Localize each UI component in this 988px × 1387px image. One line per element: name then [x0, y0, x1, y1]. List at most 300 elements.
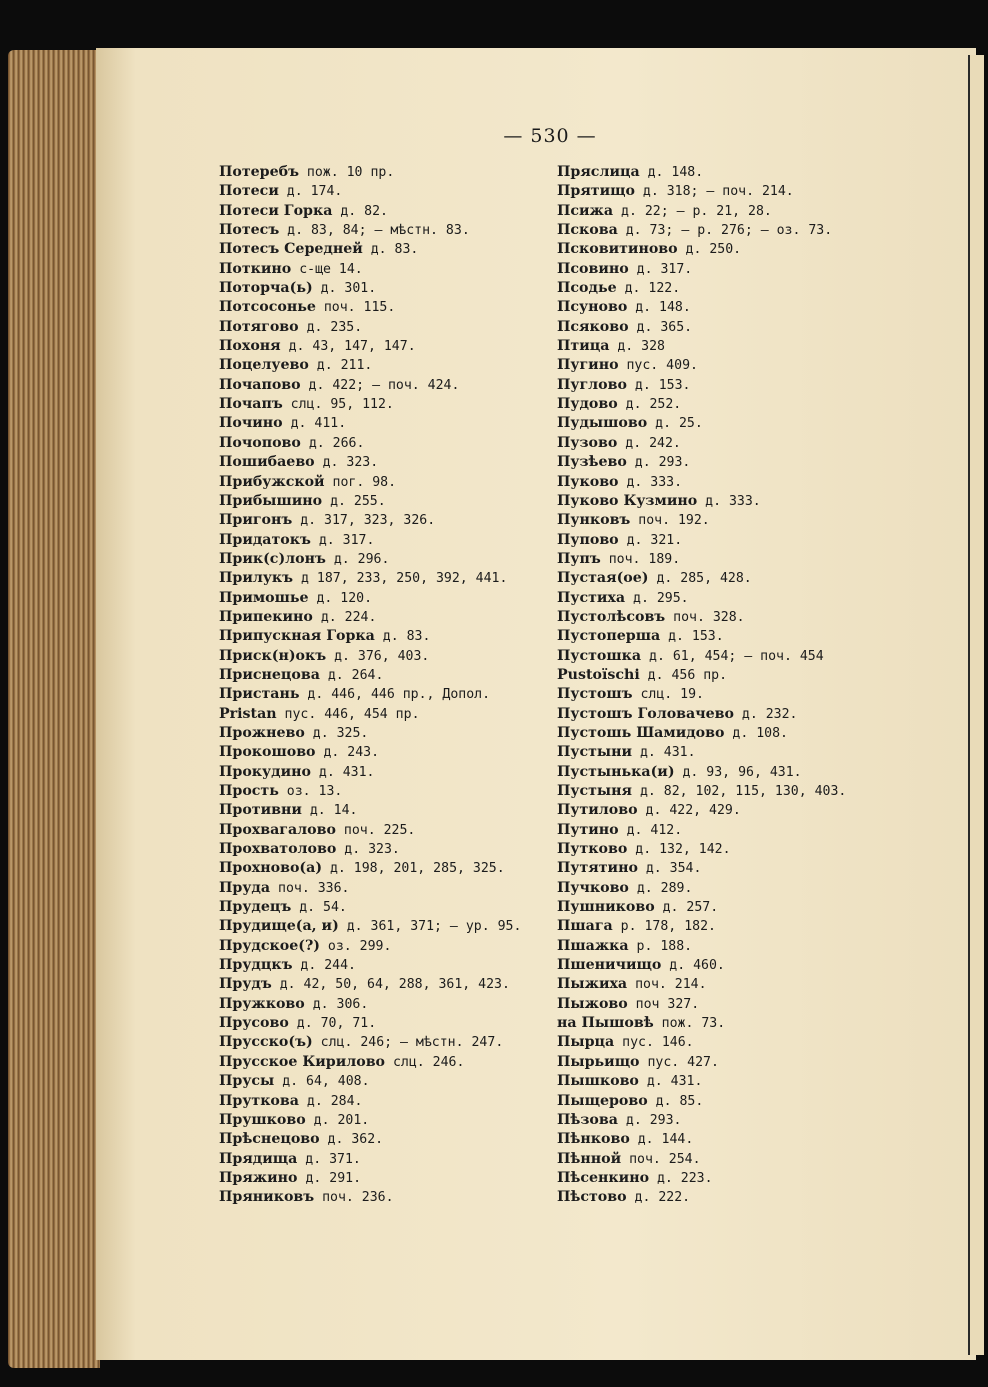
entry-reference: д. 354.	[637, 861, 702, 877]
entry-reference: д. 243.	[315, 745, 380, 761]
entry-word: Пошибаево	[219, 454, 315, 471]
index-entry	[557, 511, 846, 530]
index-entry	[557, 1033, 846, 1052]
entry-word: Пустыни	[557, 744, 633, 761]
index-entry	[557, 1188, 846, 1207]
entry-word: Пудово	[557, 396, 618, 413]
entry-reference: д. 293.	[626, 455, 691, 471]
index-entry	[219, 1014, 521, 1033]
entry-word: Поторча(ь)	[219, 280, 313, 297]
entry-word: Почино	[219, 415, 283, 432]
entry-reference: слц. 246; — мѣстн. 247.	[312, 1035, 504, 1051]
index-entry	[557, 376, 846, 395]
index-entry	[557, 492, 846, 511]
index-entry	[219, 356, 521, 375]
entry-reference: д. 122.	[616, 281, 681, 297]
entry-reference: поч. 189.	[600, 551, 681, 567]
entry-reference: д. 82, 102, 115, 130, 403.	[632, 784, 847, 799]
entry-word: Пуково Кузмино	[557, 492, 698, 509]
entry-word: Пырца	[557, 1034, 615, 1051]
index-entry	[219, 840, 521, 859]
entry-reference: р. 178, 182.	[612, 919, 716, 935]
entry-reference: д. 321.	[618, 532, 683, 548]
index-entry	[219, 627, 521, 646]
entry-reference: д. 318; — поч. 214.	[634, 184, 794, 200]
entry-word: Пустая(ое)	[557, 570, 649, 587]
index-entry	[219, 647, 521, 666]
entry-word: Прядища	[219, 1150, 298, 1167]
index-entry	[557, 279, 846, 298]
entry-reference: д. 235.	[298, 319, 363, 335]
entry-reference: пож. 73.	[653, 1016, 726, 1032]
entry-reference: поч. 254.	[621, 1151, 701, 1167]
index-entry	[219, 666, 521, 685]
entry-reference: д. 446, 446 пр., Допол.	[299, 687, 491, 703]
index-entry	[557, 608, 846, 627]
entry-word: Пучково	[557, 879, 629, 896]
entry-word: Приск(н)окъ	[219, 647, 327, 664]
entry-word: Прожнево	[219, 724, 305, 741]
index-entry	[557, 801, 846, 820]
entry-word: Потесъ	[219, 222, 280, 239]
entry-word: Псижа	[557, 202, 614, 219]
entry-word: Пупово	[557, 531, 619, 548]
entry-word: Почапъ	[219, 396, 283, 413]
entry-reference: д. 108.	[724, 725, 788, 741]
entry-word: Прѣснецово	[219, 1131, 320, 1148]
entry-word: Псковитиново	[557, 241, 678, 258]
entry-word: Пружково	[219, 995, 305, 1012]
entry-reference: д. 201.	[305, 1112, 370, 1128]
entry-word: Прибышино	[219, 492, 323, 509]
entry-word: Пряжино	[219, 1169, 298, 1186]
entry-reference: оз. 13.	[278, 784, 343, 799]
entry-reference: д. 460.	[661, 958, 725, 974]
entry-reference: д. 317.	[310, 532, 375, 548]
entry-reference: д. 83, 84; — мѣстн. 83.	[279, 223, 470, 239]
entry-reference: д. 333.	[697, 493, 761, 509]
index-entry	[219, 376, 521, 395]
entry-reference: пус. 146.	[614, 1035, 694, 1051]
index-entry	[557, 743, 846, 762]
entry-word: Пуглово	[557, 376, 627, 393]
entry-word: Пустошъ Головачево	[557, 705, 734, 722]
entry-reference: пус. 446, 454 пр.	[276, 706, 420, 722]
entry-reference: д. 301.	[312, 281, 377, 297]
index-entry	[557, 434, 846, 453]
entry-word: Потеребъ	[219, 164, 299, 180]
entry-word: Противни	[219, 802, 302, 819]
entry-word: Пруда	[219, 879, 271, 896]
index-entry	[557, 260, 846, 279]
entry-word: Прятищо	[557, 183, 635, 200]
entry-word: Пуково	[557, 473, 619, 490]
entry-word: на Пышовѣ	[557, 1015, 654, 1032]
index-entry	[219, 1130, 521, 1149]
index-entry	[219, 937, 521, 956]
entry-reference: д. 325.	[304, 725, 369, 741]
entry-word: Потеси Горка	[219, 202, 333, 219]
entry-reference: д. 244.	[292, 958, 356, 974]
entry-word: Прудское(?)	[219, 937, 320, 954]
index-entry	[219, 743, 521, 762]
entry-reference: д. 232.	[733, 706, 798, 722]
index-entry	[557, 859, 846, 878]
entry-reference: д. 361, 371; — ур. 95.	[338, 919, 522, 935]
entry-word: Пыжиха	[557, 976, 628, 993]
entry-word: Пристань	[219, 686, 300, 703]
entry-reference: д. 264.	[319, 667, 384, 683]
index-entry	[219, 589, 521, 608]
entry-word: Пригонъ	[219, 512, 293, 529]
entry-word: Пустоперша	[557, 628, 661, 645]
index-entry	[219, 414, 521, 433]
index-entry	[557, 975, 846, 994]
entry-reference: д. 411.	[282, 416, 347, 432]
entry-word: Потесъ Середней	[219, 241, 363, 258]
index-entry	[557, 879, 846, 898]
index-entry	[219, 1053, 521, 1072]
entry-reference: д. 73; — р. 276; — оз. 73.	[617, 223, 833, 239]
entry-reference: р. 188.	[628, 938, 693, 954]
entry-word: Прудъ	[219, 976, 272, 993]
entry-word: Пшажка	[557, 937, 629, 954]
index-entry	[219, 569, 521, 588]
index-entry	[219, 879, 521, 898]
entry-word: Поцелуево	[219, 357, 309, 374]
entry-reference: д. 431.	[310, 764, 375, 780]
index-entry	[219, 801, 521, 820]
index-entry	[557, 898, 846, 917]
entry-word: Пузово	[557, 434, 618, 451]
index-entry	[557, 917, 846, 936]
entry-reference: д. 148.	[639, 165, 704, 180]
index-entry	[219, 685, 521, 704]
index-entry	[219, 279, 521, 298]
index-entry	[557, 414, 846, 433]
entry-word: Прушково	[219, 1111, 306, 1128]
entry-reference: д. 252.	[617, 397, 682, 413]
entry-reference: слц. 246.	[385, 1054, 465, 1070]
index-entry	[557, 956, 846, 975]
entry-reference: д. 365.	[628, 319, 693, 335]
entry-reference: поч. 214.	[627, 977, 707, 993]
entry-reference: д. 289.	[628, 880, 693, 896]
entry-word: Прокудино	[219, 763, 311, 780]
entry-word: Приснецова	[219, 666, 320, 683]
entry-reference: поч. 225.	[335, 822, 416, 838]
index-entry	[219, 453, 521, 472]
index-entry	[557, 995, 846, 1014]
index-column-right	[557, 163, 846, 1208]
index-entry	[219, 531, 521, 550]
entry-word: Прохвагалово	[219, 821, 336, 838]
entry-reference: д. 132, 142.	[627, 842, 731, 858]
entry-reference: д. 64, 408.	[274, 1074, 370, 1090]
entry-reference: д. 93, 96, 431.	[674, 764, 802, 780]
index-entry	[219, 395, 521, 414]
index-entry	[557, 221, 846, 240]
entry-reference: д. 148.	[627, 300, 691, 316]
index-entry	[557, 724, 846, 743]
entry-reference: д. 376, 403.	[326, 648, 430, 664]
entry-reference: д. 323.	[314, 455, 379, 471]
entry-word: Пунковъ	[557, 512, 631, 529]
index-entry	[219, 898, 521, 917]
entry-word: Прусы	[219, 1073, 275, 1090]
entry-reference: д. 296.	[325, 551, 390, 567]
entry-word: Потеси	[219, 183, 279, 200]
entry-word: Прусово	[219, 1015, 289, 1032]
index-entry	[219, 821, 521, 840]
entry-reference: пус. 427.	[639, 1054, 719, 1070]
entry-word: Примошье	[219, 589, 309, 606]
entry-reference: д. 431.	[638, 1074, 703, 1090]
entry-word: Почопово	[219, 434, 301, 451]
entry-reference: д. 328	[609, 339, 665, 355]
entry-word: Pristan	[219, 705, 277, 722]
entry-reference: д. 222.	[626, 1190, 691, 1206]
entry-word: Пѣзова	[557, 1111, 618, 1128]
entry-word: Пскова	[557, 222, 618, 239]
index-entry	[219, 1033, 521, 1052]
index-entry	[557, 647, 846, 666]
index-entry	[557, 1130, 846, 1149]
entry-word: Прудцкъ	[219, 957, 293, 974]
entry-reference: д. 224.	[312, 609, 377, 625]
index-entry	[219, 1150, 521, 1169]
entry-reference: слц. 95, 112.	[282, 397, 394, 413]
index-entry	[219, 260, 521, 279]
entry-word: Пшеничищо	[557, 957, 662, 974]
index-entry	[219, 550, 521, 569]
next-page-edge	[968, 55, 984, 1355]
entry-reference: д. 412.	[618, 822, 683, 838]
entry-reference: д. 61, 454; — поч. 454	[641, 648, 824, 664]
entry-word: Пруткова	[219, 1092, 299, 1109]
entry-word: Почапово	[219, 376, 301, 393]
index-entry	[219, 473, 521, 492]
entry-word: Псовино	[557, 260, 629, 277]
entry-word: Пудышово	[557, 415, 648, 432]
entry-reference: д. 295.	[625, 590, 689, 606]
index-entry	[557, 163, 846, 182]
index-entry	[557, 473, 846, 492]
entry-reference: пог. 98.	[324, 474, 397, 490]
entry-reference: д. 333.	[618, 474, 683, 490]
index-entry	[557, 1072, 846, 1091]
entry-reference: д. 257.	[654, 900, 719, 916]
entry-reference: д. 317, 323, 326.	[292, 513, 436, 529]
entry-word: Пряслица	[557, 164, 640, 180]
index-entry	[557, 240, 846, 259]
entry-word: Птица	[557, 338, 610, 355]
entry-reference: д. 54.	[291, 900, 347, 916]
entry-word: Пузѣево	[557, 454, 627, 471]
entry-reference: д. 83.	[362, 242, 419, 258]
index-entry	[219, 608, 521, 627]
entry-word: Потягово	[219, 318, 299, 335]
entry-reference: д. 362.	[319, 1132, 384, 1148]
index-entry	[557, 1053, 846, 1072]
index-entry	[557, 937, 846, 956]
entry-word: Пустолѣсовъ	[557, 608, 666, 625]
entry-reference: д. 323.	[336, 842, 400, 858]
index-entry	[557, 705, 846, 724]
index-entry	[557, 202, 846, 221]
index-entry	[557, 685, 846, 704]
index-entry	[219, 1092, 521, 1111]
index-entry	[219, 782, 521, 801]
index-entry	[557, 666, 846, 685]
index-entry	[219, 724, 521, 743]
index-entry	[219, 1072, 521, 1091]
index-entry	[219, 298, 521, 317]
index-entry	[557, 395, 846, 414]
entry-reference: д. 120.	[308, 590, 373, 606]
entry-word: Пыщерово	[557, 1092, 648, 1109]
index-entry	[219, 1169, 521, 1188]
entry-word: Псяково	[557, 318, 629, 335]
entry-reference: д. 144.	[629, 1132, 694, 1148]
entry-word: Придатокъ	[219, 531, 311, 548]
entry-reference: д. 211.	[308, 358, 373, 374]
index-entry	[219, 1111, 521, 1130]
index-entry	[219, 318, 521, 337]
index-entry	[557, 550, 846, 569]
index-entry	[219, 763, 521, 782]
index-entry	[219, 511, 521, 530]
index-entry	[219, 995, 521, 1014]
entry-word: Путино	[557, 821, 619, 838]
entry-reference: поч 327.	[627, 996, 700, 1012]
index-entry	[219, 163, 521, 182]
index-entry	[219, 917, 521, 936]
index-entry	[557, 840, 846, 859]
entry-reference: д. 456 пр.	[639, 667, 728, 683]
entry-word: Путково	[557, 841, 628, 858]
entry-reference: д. 85.	[647, 1093, 704, 1109]
entry-word: Похоня	[219, 338, 281, 355]
index-entry	[557, 627, 846, 646]
entry-reference: д. 198, 201, 285, 325.	[322, 861, 505, 877]
entry-word: Пушниково	[557, 899, 655, 916]
index-entry	[219, 337, 521, 356]
index-entry	[219, 859, 521, 878]
entry-reference: д. 284.	[298, 1093, 363, 1109]
index-entry	[557, 1111, 846, 1130]
index-entry	[219, 202, 521, 221]
entry-reference: д. 153.	[626, 377, 691, 393]
entry-word: Пышково	[557, 1073, 639, 1090]
entry-word: Пшага	[557, 918, 613, 935]
entry-reference: с-ще 14.	[291, 261, 363, 277]
entry-reference: поч. 115.	[315, 300, 396, 316]
index-entry	[557, 453, 846, 472]
entry-word: Прибужской	[219, 473, 325, 490]
entry-reference: д. 42, 50, 64, 288, 361, 423.	[271, 977, 510, 993]
book-page-edges	[8, 50, 100, 1368]
entry-reference: поч. 336.	[270, 880, 350, 896]
entry-word: Пустошка	[557, 647, 642, 664]
entry-word: Путилово	[557, 802, 638, 819]
entry-word: Прудище(а, и)	[219, 918, 339, 935]
index-entry	[219, 1188, 521, 1207]
index-entry	[219, 240, 521, 259]
entry-word: Пыжово	[557, 995, 628, 1012]
entry-word: Прость	[219, 783, 279, 799]
entry-word: Припускная Горка	[219, 628, 375, 645]
entry-reference: д. 14.	[301, 803, 358, 819]
entry-reference: поч. 236.	[314, 1190, 394, 1206]
entry-reference: д. 293.	[617, 1112, 682, 1128]
index-entry	[557, 531, 846, 550]
index-entry	[557, 1014, 846, 1033]
entry-word: Прик(с)лонъ	[219, 550, 326, 567]
entry-reference: поч. 328.	[665, 609, 745, 625]
entry-reference: д. 285, 428.	[648, 571, 752, 587]
index-entry	[557, 1169, 846, 1188]
entry-reference: слц. 19.	[632, 687, 704, 703]
entry-reference: д. 422, 429.	[637, 803, 741, 819]
index-entry	[557, 298, 846, 317]
entry-word: Путятино	[557, 860, 638, 877]
entry-word: Потсосонье	[219, 299, 316, 316]
entry-word: Прохватолово	[219, 841, 337, 858]
index-entry	[557, 763, 846, 782]
entry-reference: пус. 409.	[618, 358, 698, 374]
entry-word: Псуново	[557, 299, 628, 316]
entry-reference: поч. 192.	[630, 513, 710, 529]
entry-word: Пустошь Шамидово	[557, 724, 725, 741]
entry-reference: д. 43, 147, 147.	[280, 339, 416, 355]
entry-word: Прохново(а)	[219, 860, 323, 877]
entry-word: Прусско(ъ)	[219, 1034, 313, 1051]
entry-reference: д. 291.	[297, 1170, 362, 1186]
entry-reference: д. 153.	[660, 629, 724, 645]
entry-word: Пустиха	[557, 589, 626, 606]
entry-word: Прилукъ	[219, 570, 294, 587]
entry-word: Пугино	[557, 357, 619, 374]
entry-reference: д. 242.	[617, 435, 681, 451]
entry-word: Пустыня	[557, 783, 632, 799]
index-entry	[219, 705, 521, 724]
entry-word: Припекино	[219, 608, 313, 625]
entry-word: Pustoïschi	[557, 666, 640, 683]
entry-reference: д. 25.	[647, 416, 703, 432]
entry-reference: оз. 299.	[319, 938, 392, 954]
entry-reference: д. 371.	[297, 1151, 361, 1167]
index-entry	[219, 975, 521, 994]
entry-word: Пустынька(и)	[557, 763, 675, 780]
entry-word: Пѣнной	[557, 1150, 622, 1167]
entry-word: Поткино	[219, 260, 292, 277]
page-number: — 530 —	[503, 125, 597, 147]
index-entry	[557, 1092, 846, 1111]
entry-reference: пож. 10 пр.	[298, 165, 395, 180]
entry-reference: д. 266.	[300, 435, 365, 451]
entry-word: Прокошово	[219, 744, 316, 761]
entry-word: Пупъ	[557, 550, 601, 567]
entry-word: Пѣстово	[557, 1189, 627, 1206]
entry-reference: д. 255.	[322, 493, 386, 509]
entry-reference: д. 83.	[374, 629, 431, 645]
entry-reference: д. 431.	[632, 745, 696, 761]
index-entry	[219, 221, 521, 240]
index-entry	[557, 589, 846, 608]
entry-word: Пѣнково	[557, 1131, 630, 1148]
entry-reference: д. 317.	[628, 261, 693, 277]
